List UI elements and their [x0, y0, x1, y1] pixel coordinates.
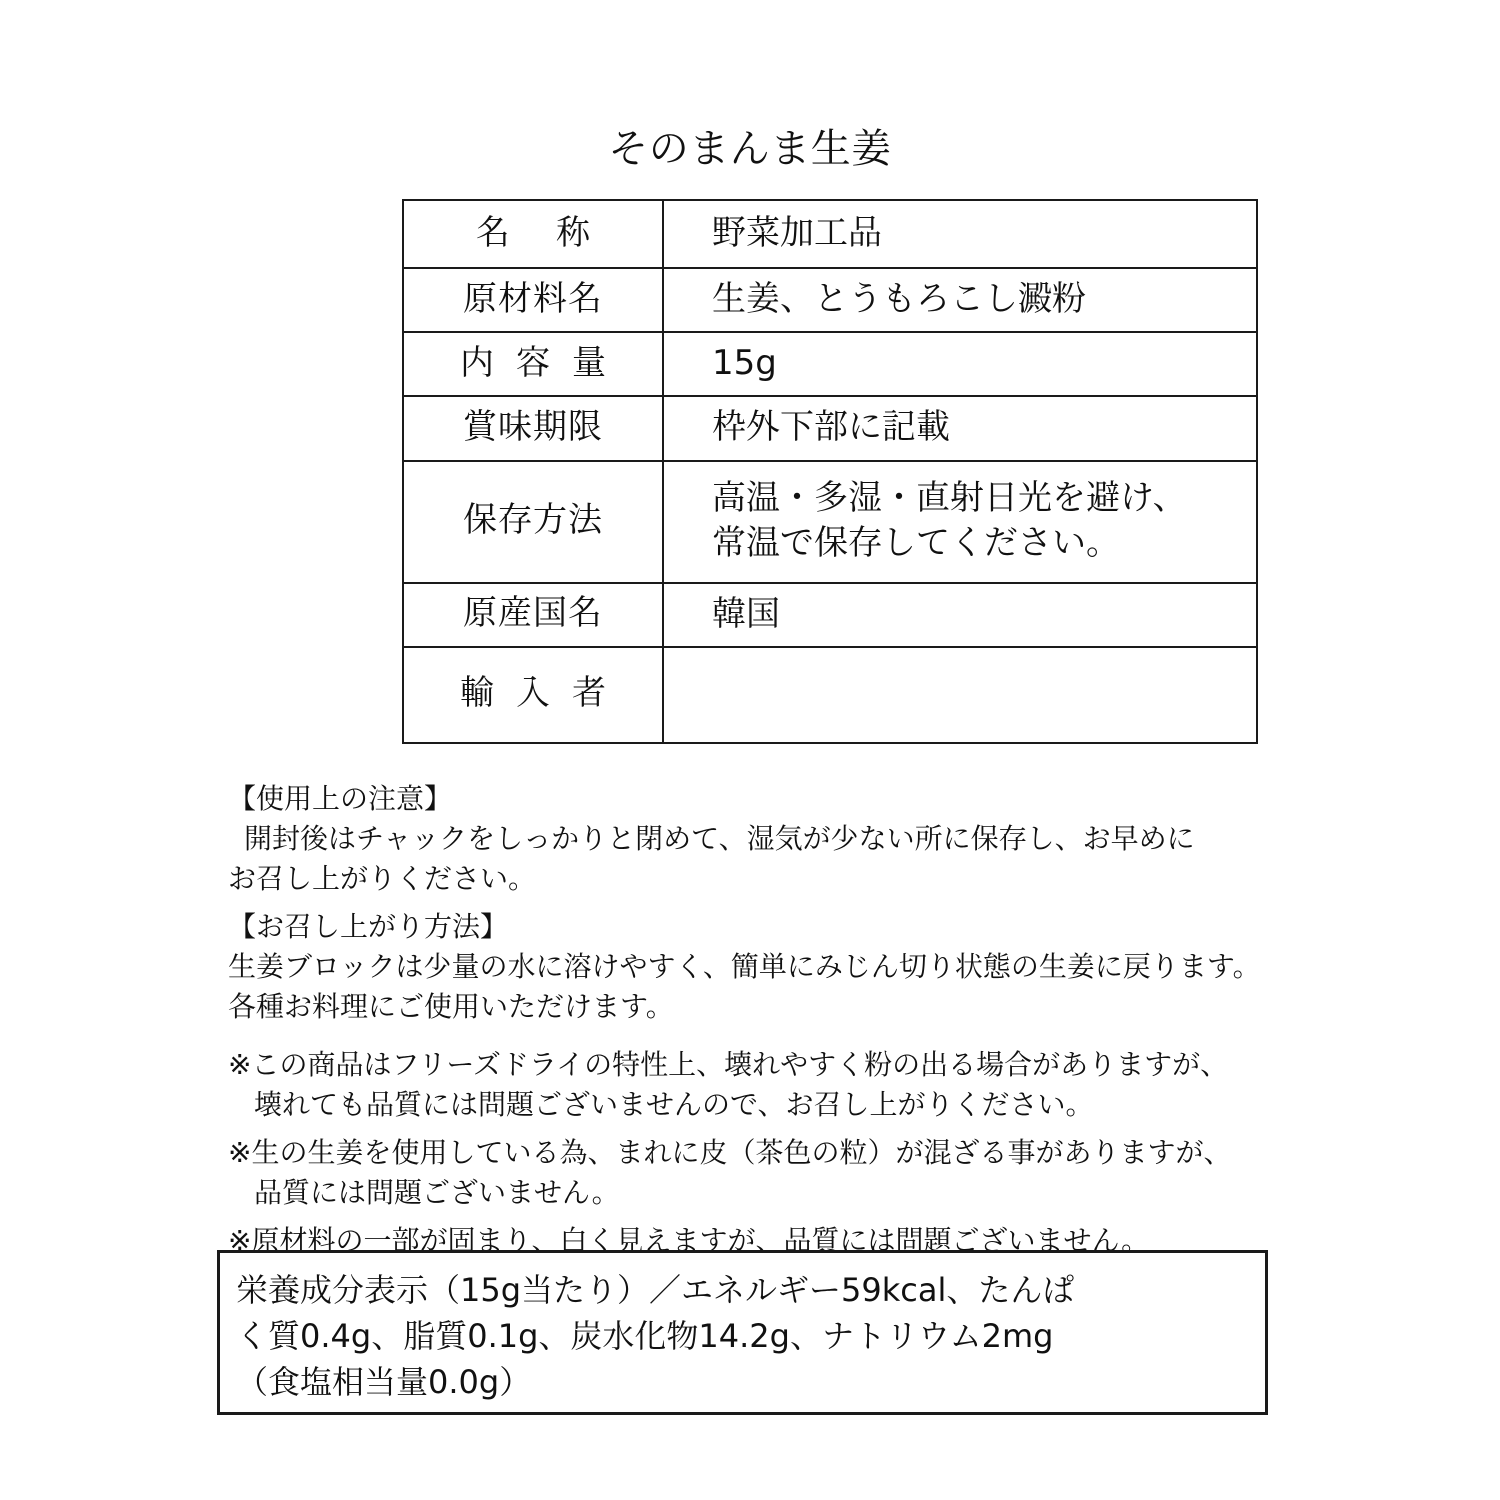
spec-label-name: [403, 200, 663, 268]
spec-label-country-of-origin: [403, 583, 663, 647]
spec-label-storage-method: [403, 461, 663, 583]
spec-value-text-line-1: 高温・多湿・直射日光を避け、: [712, 478, 1187, 519]
spacer: [228, 899, 1288, 907]
spec-label-text: 保存方法: [463, 500, 603, 541]
spec-label-ingredients: [403, 268, 663, 332]
spec-label-text: 賞味期限: [463, 407, 603, 448]
spec-label-text: 原産国名: [463, 593, 603, 634]
spec-value-storage-method: [663, 461, 1257, 583]
spec-value-text: 生姜、とうもろこし澱粉: [712, 279, 1086, 319]
note-body-line: ※原材料の一部が固まり、白く見えますが、品質には問題ございません。: [228, 1224, 1150, 1257]
page-title: そのまんま生姜: [608, 126, 892, 172]
spec-value-country-of-origin: [663, 583, 1257, 647]
spec-value-importer: [663, 647, 1257, 743]
spec-value-text: 15g: [712, 343, 777, 384]
note-body-line: お召し上がりください。: [228, 862, 537, 895]
table-row: [403, 332, 1257, 396]
nutrition-line: く質0.4g、脂質0.1g、炭水化物14.2g、ナトリウム2mg: [236, 1317, 1054, 1355]
spec-value-text: 野菜加工品: [712, 212, 882, 253]
spec-value-ingredients: [663, 268, 1257, 332]
note-body-line: 品質には問題ございません。: [254, 1176, 620, 1209]
spec-value-text: 韓国: [712, 593, 780, 634]
nutrition-facts-box: [217, 1250, 1268, 1415]
table-row: [403, 268, 1257, 332]
note-usage-caution: [228, 779, 1288, 899]
spec-value-content-volume: [663, 332, 1257, 396]
spacer: [228, 1027, 1288, 1045]
spec-label-content-volume: [403, 332, 663, 396]
table-row: [403, 461, 1257, 583]
specification-table: [402, 199, 1258, 744]
note-body-line: ※この商品はフリーズドライの特性上、壊れやすく粉の出る場合がありますが、: [228, 1048, 1229, 1081]
spec-label-best-before: [403, 396, 663, 460]
spec-label-importer: [403, 647, 663, 743]
note-body-line: 開封後はチャックをしっかりと閉めて、湿気が少ない所に保存し、お早めに: [244, 822, 1195, 855]
note-asterisk-2: [228, 1133, 1288, 1213]
notes-section: [228, 779, 1288, 1261]
note-body-line: 生姜ブロックは少量の水に溶けやすく、簡単にみじん切り状態の生姜に戻ります。: [228, 950, 1261, 983]
spec-label-text: 輸入者: [460, 673, 628, 714]
note-heading: 【お召し上がり方法】: [228, 910, 509, 943]
spec-label-text: 名称: [476, 212, 636, 253]
spacer: [228, 1213, 1288, 1221]
spec-value-best-before: [663, 396, 1257, 460]
table-row: [403, 200, 1257, 268]
table-row: [403, 396, 1257, 460]
note-body-line: 各種お料理にご使用いただけます。: [228, 990, 674, 1023]
spec-label-text: 原材料名: [463, 278, 603, 319]
spec-value-name: [663, 200, 1257, 268]
note-serving-method: [228, 907, 1288, 1027]
note-body-line: 壊れても品質には問題ございませんので、お召し上がりください。: [254, 1088, 1094, 1121]
note-asterisk-1: [228, 1045, 1288, 1125]
note-body-line: ※生の生姜を使用している為、まれに皮（茶色の粒）が混ざる事がありますが、: [228, 1136, 1232, 1169]
spec-label-text: 内容量: [460, 342, 628, 383]
nutrition-line: 栄養成分表示（15g当たり）／エネルギー59kcal、たんぱ: [236, 1271, 1075, 1309]
nutrition-line: （食塩相当量0.0g）: [236, 1363, 532, 1401]
spec-value-text-line-2: 常温で保存してください。: [712, 522, 1120, 563]
spacer: [228, 1125, 1288, 1133]
table-row: [403, 583, 1257, 647]
note-heading: 【使用上の注意】: [228, 782, 453, 815]
table-row: [403, 647, 1257, 743]
spec-value-text: 枠外下部に記載: [712, 407, 950, 448]
